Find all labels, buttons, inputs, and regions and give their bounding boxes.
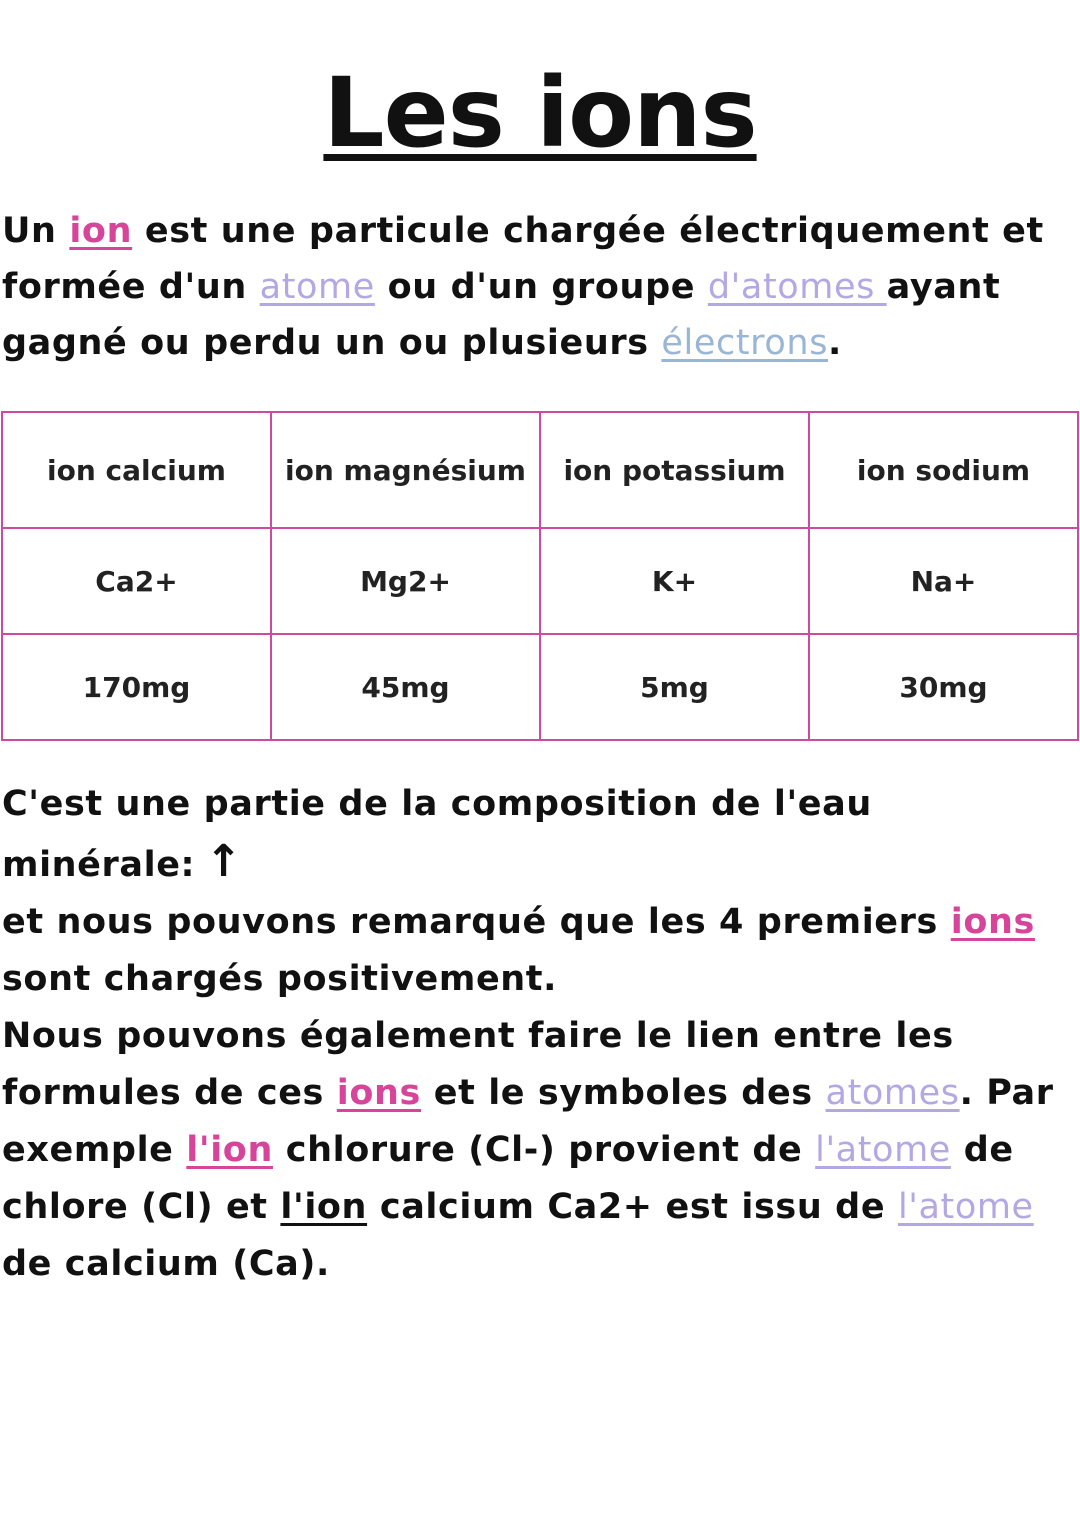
keyword-lion[interactable]: l'ion: [280, 1187, 368, 1227]
body-text: C'est une partie de la composition de l'eau minérale:: [2, 784, 872, 885]
keyword-ions[interactable]: ions: [336, 1073, 421, 1113]
intro-text: ou d'un groupe: [374, 267, 708, 307]
table-cell-amount: 45mg: [271, 634, 540, 740]
body-text: de calcium (Ca).: [2, 1244, 330, 1284]
explanation-paragraph: [2, 776, 1078, 1293]
table-cell-formula: Mg2+: [271, 528, 540, 634]
table-cell-amount: 170mg: [2, 634, 271, 740]
keyword-atomes[interactable]: atomes: [825, 1073, 960, 1113]
body-text: . Par exemple: [2, 1073, 1054, 1170]
table-header-cell: ion potassium: [540, 412, 809, 528]
intro-text: .: [828, 323, 842, 363]
table-row-formulas: [2, 528, 1078, 634]
table-header-cell: ion calcium: [2, 412, 271, 528]
table-cell-amount: 30mg: [809, 634, 1078, 740]
table-header-row: [2, 412, 1078, 528]
body-text: de chlore (Cl) et: [2, 1130, 1014, 1227]
keyword-atome[interactable]: atome: [259, 267, 375, 307]
keyword-ions[interactable]: ions: [950, 902, 1035, 942]
body-text: et le symboles des: [420, 1073, 826, 1113]
up-arrow-icon: ↑: [205, 836, 243, 887]
keyword-atomes[interactable]: d'atomes: [707, 267, 887, 307]
keyword-latome[interactable]: l'atome: [897, 1187, 1034, 1227]
table-row-amounts: [2, 634, 1078, 740]
table-header-cell: ion sodium: [809, 412, 1078, 528]
body-text: sont chargés positivement.: [2, 959, 558, 999]
intro-paragraph: [2, 203, 1078, 371]
keyword-ion[interactable]: ion: [69, 211, 133, 251]
body-text: calcium Ca2+ est issu de: [367, 1187, 898, 1227]
table-header-cell: ion magnésium: [271, 412, 540, 528]
keyword-lion[interactable]: l'ion: [186, 1130, 273, 1170]
ions-table: [1, 411, 1079, 741]
table-cell-formula: K+: [540, 528, 809, 634]
keyword-latome[interactable]: l'atome: [815, 1130, 951, 1170]
intro-text: est une particule chargée électriquement et formée d'un: [2, 211, 1044, 307]
body-text: et nous pouvons remarqué que les 4 premiers: [2, 902, 951, 942]
intro-text: Un: [2, 211, 70, 251]
table-cell-formula: Na+: [809, 528, 1078, 634]
body-text: chlorure (Cl-) provient de: [272, 1130, 816, 1170]
table-cell-formula: Ca2+: [2, 528, 271, 634]
intro-text: ayant gagné ou perdu un ou plusieurs: [2, 267, 1001, 363]
table-cell-amount: 5mg: [540, 634, 809, 740]
keyword-electrons[interactable]: électrons: [661, 323, 829, 363]
page-title: Les ions: [323, 57, 757, 169]
body-text: Nous pouvons également faire le lien entre les formules de ces: [2, 1016, 954, 1113]
